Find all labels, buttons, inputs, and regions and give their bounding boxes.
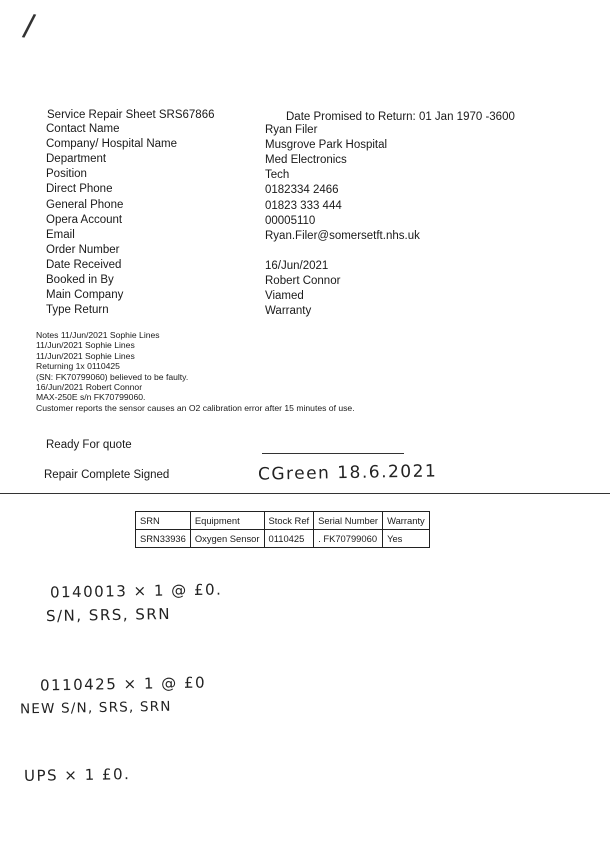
field-label: Opera Account <box>46 213 123 226</box>
field-value: Viamed <box>265 290 304 303</box>
field-label: Email <box>46 228 75 241</box>
col-stock-ref: Stock Ref <box>264 512 314 530</box>
field-value: Ryan.Filer@somersetft.nhs.uk <box>265 229 420 242</box>
repair-complete-signature: CGreen 18.6.2021 <box>257 461 438 485</box>
col-srn: SRN <box>136 512 191 530</box>
cell-equipment: Oxygen Sensor <box>190 530 264 548</box>
col-warranty: Warranty <box>383 512 430 530</box>
field-label: Direct Phone <box>46 183 113 196</box>
col-serial-number: Serial Number <box>314 512 383 530</box>
field-label: Date Received <box>46 258 122 271</box>
table-header-row <box>136 512 430 530</box>
cell-serial-number: . FK70799060 <box>314 530 383 548</box>
note-line: 11/Jun/2021 Sophie Lines <box>36 340 135 351</box>
field-value: Ryan Filer <box>265 124 318 136</box>
handwritten-line-3: 0110425 × 1 @ £0 <box>39 673 207 695</box>
field-value: 01823 333 444 <box>265 199 342 212</box>
cell-stock-ref: 0110425 <box>264 530 314 548</box>
cell-srn: SRN33936 <box>136 530 191 548</box>
note-line: Notes 11/Jun/2021 Sophie Lines <box>36 330 160 340</box>
sheet-title: Service Repair Sheet SRS67866 <box>47 109 215 121</box>
field-value: Robert Connor <box>265 275 341 287</box>
cell-warranty: Yes <box>383 530 430 548</box>
ready-for-quote-label: Ready For quote <box>46 439 132 451</box>
handwritten-line-5: UPS × 1 £0. <box>23 765 131 785</box>
field-label: Contact Name <box>46 123 120 135</box>
field-label: General Phone <box>46 198 124 211</box>
notes-block <box>36 330 355 413</box>
field-value: Med Electronics <box>265 154 347 167</box>
field-label: Booked in By <box>46 274 114 286</box>
handwritten-line-1: 0140013 × 1 @ £0. <box>49 580 223 602</box>
field-value: 16/Jun/2021 <box>265 259 329 272</box>
date-promised: Date Promised to Return: 01 Jan 1970 -3600 <box>286 111 515 123</box>
note-line: 16/Jun/2021 Robert Connor <box>36 382 143 393</box>
ready-signature-line <box>262 453 404 454</box>
field-label: Position <box>46 168 87 181</box>
field-value: 0182334 2466 <box>265 184 339 197</box>
field-value: 00005110 <box>265 214 316 227</box>
equipment-table <box>135 511 430 548</box>
page-divider <box>0 493 610 494</box>
field-value: Warranty <box>265 305 312 318</box>
field-label: Order Number <box>46 243 120 256</box>
field-value: Tech <box>265 169 290 182</box>
field-label: Department <box>46 153 107 166</box>
field-label: Company/ Hospital Name <box>46 138 178 151</box>
handwritten-line-4: NEW S/N, SRS, SRN <box>19 698 172 718</box>
field-label: Type Return <box>46 304 109 317</box>
repair-complete-label: Repair Complete Signed <box>44 469 170 481</box>
table-row <box>136 530 430 548</box>
note-line: Returning 1x 0110425 <box>36 361 120 372</box>
handwritten-line-2: S/N, SRS, SRN <box>45 604 172 626</box>
note-line: 11/Jun/2021 Sophie Lines <box>36 350 135 361</box>
col-equipment: Equipment <box>190 512 264 530</box>
field-label: Main Company <box>46 289 124 302</box>
note-line: (SN: FK70799060) believed to be faulty. <box>36 371 189 382</box>
field-value: Musgrove Park Hospital <box>265 139 388 152</box>
corner-pen-mark: / <box>20 7 38 47</box>
note-line: Customer reports the sensor causes an O2 calibration error after 15 minutes of use. <box>36 402 355 413</box>
note-line: MAX-250E s/n FK70799060. <box>36 392 146 403</box>
